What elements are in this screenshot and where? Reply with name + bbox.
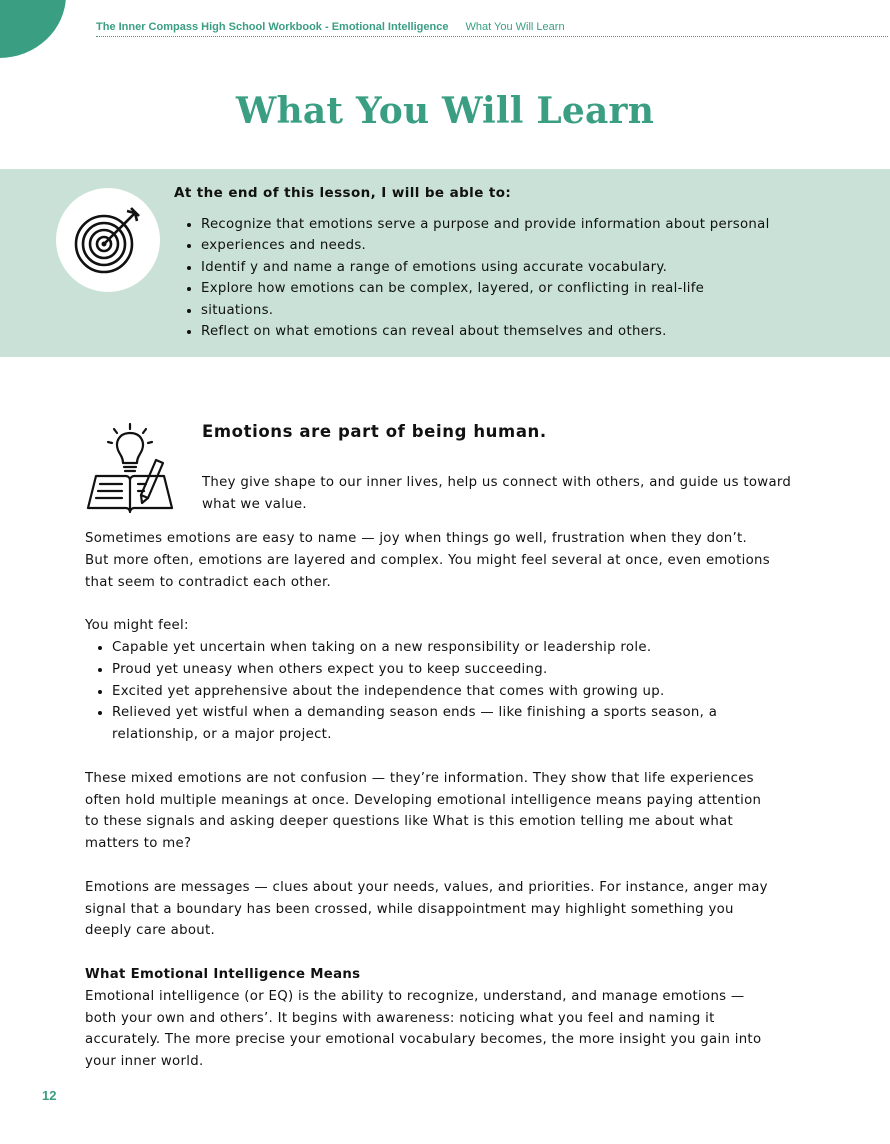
paragraph: Sometimes emotions are easy to name — joy when things go well, frustration when they don’t. But more often, emotions are layered and complex. You might feel several at once, even emotions that seem to contradict each other. [85, 531, 771, 590]
objective-item: • Reflect on what emotions can reveal about themselves and others. [201, 321, 881, 342]
section-label: What You Will Learn [465, 21, 565, 33]
target-icon-circle [56, 188, 160, 292]
feeling-item: • Proud yet uneasy when others expect you to keep succeeding. [112, 659, 775, 681]
objective-item: • Identif y and name a range of emotions using accurate vocabulary. [201, 257, 881, 278]
target-icon [72, 204, 144, 276]
page-number: 12 [42, 1088, 57, 1103]
workbook-title: The Inner Compass High School Workbook - Emotional Intelligence [96, 21, 449, 33]
corner-decoration [0, 0, 66, 58]
objective-item: • Explore how emotions can be complex, layered, or conflicting in real-life [201, 278, 881, 299]
feeling-item: • Relieved yet wistful when a demanding season ends — like finishing a sports season, a relationship, or a major project. [112, 702, 775, 746]
objectives-heading: At the end of this lesson, I will be able to: [174, 185, 512, 201]
running-header [96, 20, 888, 37]
lightbulb-book-icon [84, 420, 176, 516]
paragraph: Emotional intelligence (or EQ) is the ability to recognize, understand, and manage emotions — both your own and others’. It begins with awareness: noticing what you feel and naming it accurately. The more precise your emotional vocabulary becomes, the more insight you gain into your inner world. [85, 988, 762, 1070]
feelings-list [85, 637, 775, 746]
emotions-subtext: They give shape to our inner lives, help us connect with others, and guide us toward what we value. [202, 475, 792, 512]
eq-heading: What Emotional Intelligence Means [85, 966, 361, 982]
objective-item: • experiences and needs. [201, 235, 881, 256]
paragraph: These mixed emotions are not confusion — they’re information. They show that life experiences often hold multiple meanings at once. Developing emotional intelligence means paying attention to these signals and asking deeper questions like What is this emotion telling me about what matters to me? [85, 770, 762, 852]
might-feel-label: You might feel: [85, 618, 189, 634]
feeling-item: • Excited yet apprehensive about the independence that comes with growing up. [112, 681, 775, 703]
objectives-list [174, 214, 881, 342]
body-text [85, 528, 775, 1073]
objective-item: • situations. [201, 300, 881, 321]
page-title: What You Will Learn [235, 90, 655, 132]
objective-item: • Recognize that emotions serve a purpose and provide information about personal [201, 214, 881, 235]
paragraph: Emotions are messages — clues about your needs, values, and priorities. For instance, anger may signal that a boundary has been crossed, while disappointment may highlight something you deeply care about. [85, 879, 768, 939]
feeling-item: • Capable yet uncertain when taking on a new responsibility or leadership role. [112, 637, 775, 659]
emotions-heading: Emotions are part of being human. [202, 422, 547, 441]
